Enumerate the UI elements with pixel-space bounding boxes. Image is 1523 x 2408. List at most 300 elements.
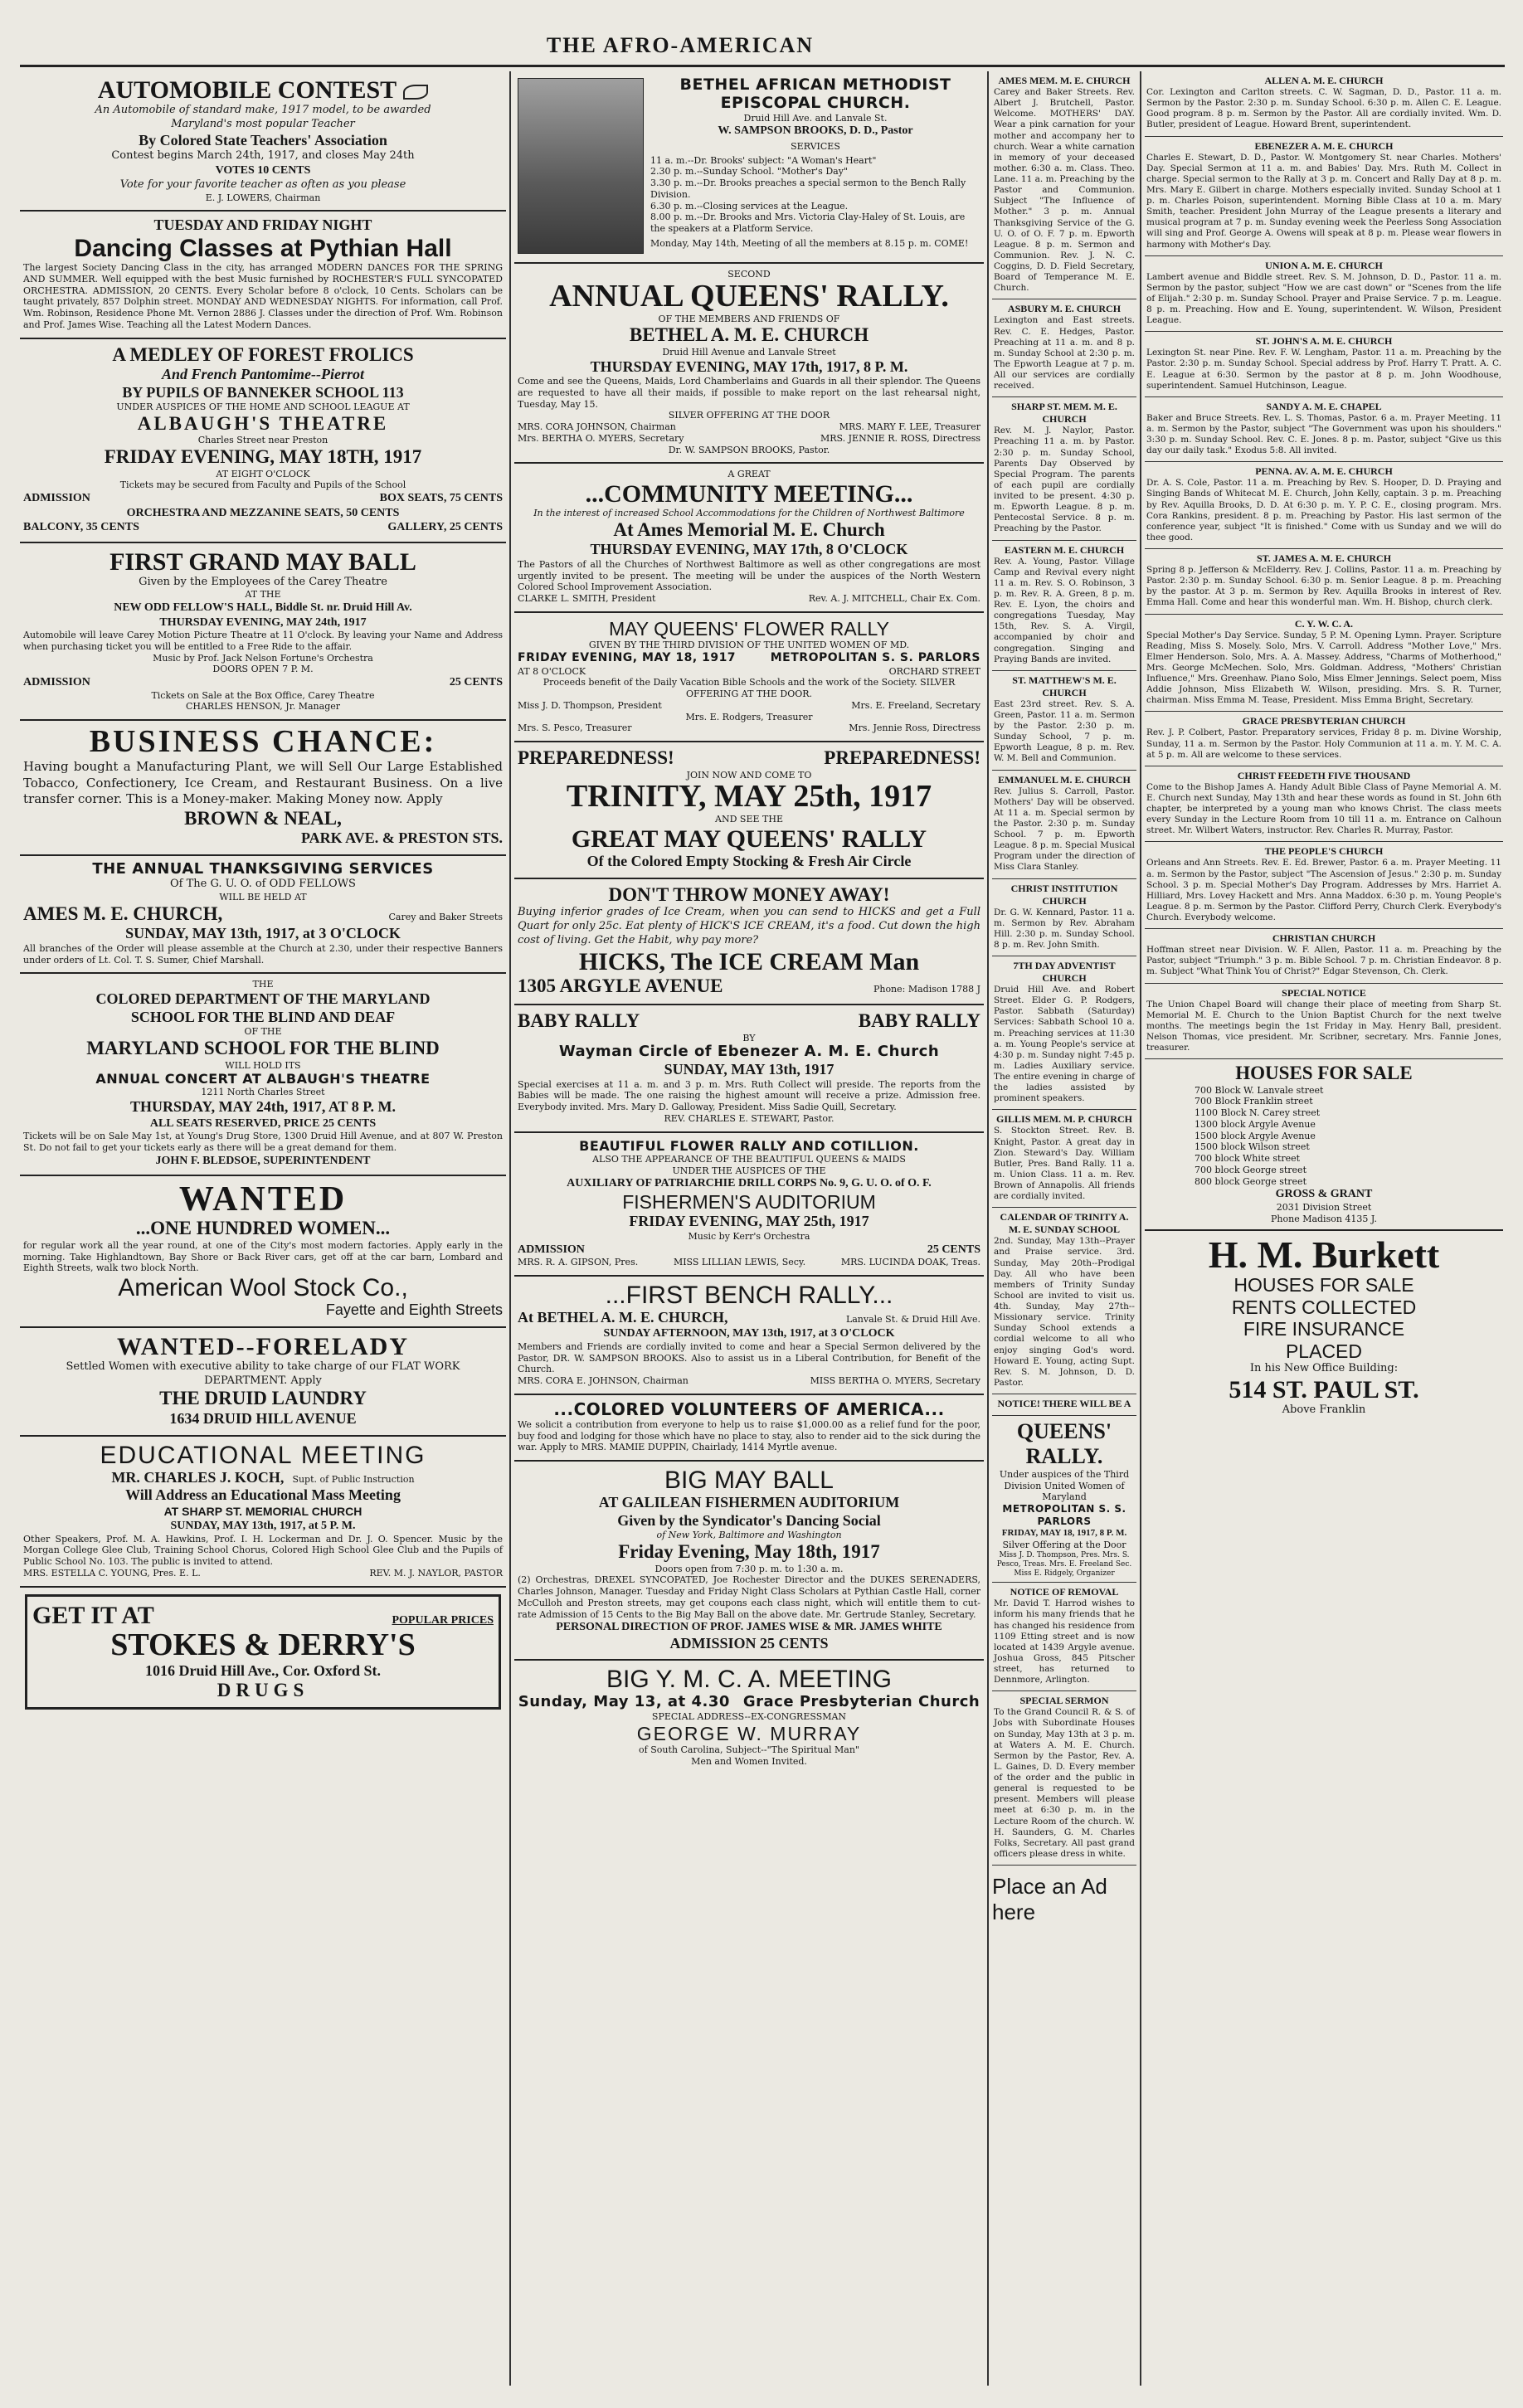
bethel-service: 8.00 p. m.--Dr. Brooks and Mrs. Victoria Clay-Haley of St. Louis, are the speakers at a Platform Service. xyxy=(650,212,966,235)
burkett-line: In his New Office Building: xyxy=(1249,1362,1399,1375)
bethel-service: Monday, May 14th, Meeting of all the members at 8.15 p. m. COME! xyxy=(650,237,969,249)
church-notice xyxy=(1145,462,1503,549)
column-rule xyxy=(1140,71,1141,2386)
houses-for-sale-ad xyxy=(1145,1059,1503,1231)
ball-music: Music by Prof. Jack Nelson Fortune's Orchestra xyxy=(153,652,373,664)
church-notice xyxy=(1145,929,1503,983)
church-notice-body: Dr. A. S. Cole, Pastor. 11 a. m. Preaching by Rev. S. Hooper, D. D. Praying and Singing Bands of Whitecat M. E. Church, John Kelly, captain. 3 p. m. Preaching by Rev. Aquilla Brooks, D. D. At 6:30 p. m. Y. P. C. E., closing program. Mrs. Cora Rankins, president. 8 p. m. Preaching by Pastor. His last sermon of the conference year, subject "It is finished." Come with us Sunday and we will do thee good. xyxy=(1146,478,1501,542)
blind-seats: ALL SEATS RESERVED, PRICE 25 CENTS xyxy=(149,1116,377,1130)
church-notice xyxy=(1145,984,1503,1060)
community-at: At Ames Memorial M. E. Church xyxy=(613,518,885,540)
place-ad-here[interactable]: Place an Ad here xyxy=(992,1874,1107,1925)
ymca-meeting-ad xyxy=(514,1661,984,1773)
masthead: THE AFRO-AMERICAN xyxy=(546,33,815,57)
church-photo xyxy=(518,78,644,254)
church-notice xyxy=(992,771,1136,879)
business-firm: BROWN & NEAL, xyxy=(184,807,342,829)
bench-body: Members and Friends are cordially invited to come and hear a Special Sermon delivered by the Pastor, DR. W. SAMPSON BROOKS. Also to assist us in a Liberal Contribution, for Benefit of the Church. xyxy=(518,1340,980,1375)
house-listing: 1100 Block N. Carey street xyxy=(1195,1107,1321,1119)
church-notice-title: GRACE PRESBYTERIAN CHURCH xyxy=(1242,715,1406,727)
col3-metro: METROPOLITAN S. S. PARLORS xyxy=(1002,1503,1126,1528)
cotillion-name: MISS LILLIAN LEWIS, Secy. xyxy=(673,1257,806,1268)
church-notice-title: EASTERN M. E. CHURCH xyxy=(1004,543,1125,556)
church-notice-title: CHRISTIAN CHURCH xyxy=(1272,932,1376,945)
frolics-gall: GALLERY, 25 CENTS xyxy=(387,521,503,533)
houses-gross-addr: 2031 Division Street xyxy=(1276,1201,1372,1213)
ball-hall: NEW ODD FELLOW'S HALL, Biddle St. nr. Druid Hill Av. xyxy=(114,601,412,615)
removal-body: Mr. David T. Harrod wishes to inform his many friends that he has changed his residence from 1109 Etting street and is now located at 1439 Argyle avenue. Joshua Gross, 845 Pitscher street, has returned to Dennmore, Arlington. xyxy=(994,1598,1135,1686)
automobile-contest-ad xyxy=(20,71,506,212)
auto-line: Maryland's most popular Teacher xyxy=(171,117,355,130)
church-notice xyxy=(1145,842,1503,929)
bench-left: MRS. CORA E. JOHNSON, Chairman xyxy=(518,1375,689,1387)
blind-the: THE xyxy=(252,979,274,990)
cotillion-also: ALSO THE APPEARANCE OF THE BEAUTIFUL QUEENS & MAIDS xyxy=(592,1153,906,1165)
column-3 xyxy=(992,71,1136,2394)
edu-line: Will Address an Educational Mass Meeting xyxy=(125,1486,401,1504)
flower-place: METROPOLITAN S. S. PARLORS xyxy=(770,651,980,665)
queens-second: SECOND xyxy=(727,269,771,280)
volunteers-body: We solicit a contribution from everyone to help us to raise $1,000.00 as a relief fund for the poor, buy food and lodging for those which have no place to stay, also to render aid to the sick during the war. Apply to MRS. MAMIE DUPPIN, Chairlady, 1414 Myrtle avenue. xyxy=(518,1418,980,1453)
church-notice-title: ALLEN A. M. E. CHURCH xyxy=(1264,75,1384,86)
forelady-ad xyxy=(20,1328,506,1437)
edu-left: MRS. ESTELLA C. YOUNG, Pres. E. L. xyxy=(23,1567,201,1579)
top-rule xyxy=(20,65,1505,67)
cotillion-music: Music by Kerr's Orchestra xyxy=(688,1230,810,1242)
edu-line: AT SHARP ST. MEMORIAL CHURCH xyxy=(163,1504,363,1518)
baby-left: BABY RALLY xyxy=(518,1010,640,1032)
frolics-adm: ADMISSION xyxy=(23,492,90,504)
ymca-date: Sunday, May 13, at 4.30 xyxy=(518,1693,730,1711)
bench-at: At BETHEL A. M. E. CHURCH, xyxy=(518,1308,728,1326)
flower-rally-ad xyxy=(514,613,984,742)
church-notice-title: SANDY A. M. E. CHAPEL xyxy=(1266,400,1382,412)
bethel-church-ad xyxy=(514,71,984,264)
church-notice-body: Lexington St. near Pine. Rev. F. W. Lengham, Pastor. 11 a. m. Preaching by the Pastor. 2:30 p. m. Sunday School. Special address by Prof. Harry T. Pratt. A. C. E. League at 6:30. Sermon by the pastor at 8 p. m. John Woodhouse, superintendent. Samuel Hutchinson, League. xyxy=(1146,348,1501,391)
flower-name: Mrs. Jennie Ross, Directress xyxy=(849,722,980,734)
thanks-church: AMES M. E. CHURCH, xyxy=(23,902,223,924)
church-notice-body: Dr. G. W. Kennard, Pastor. 11 a. m. Sermon by Rev. Abraham Hill. 2:30 p. m. Sunday School. 8 p. m. Rev. John Smith. xyxy=(994,907,1135,950)
church-notice-body: East 23rd street. Rev. S. A. Green, Pastor. 11 a. m. Sermon by the Pastor. 2:30 p. m. Sunday School, 7 p. m. Epworth League, 8 p. m. Rev. W. M. Bell and Communion. xyxy=(994,698,1135,764)
col3-metro-date: FRIDAY, MAY 18, 1917, 8 P. M. xyxy=(1001,1528,1127,1539)
church-notice-title: AMES MEM. M. E. CHURCH xyxy=(998,75,1131,86)
flower-time: AT 8 O'CLOCK xyxy=(518,665,586,677)
cotillion-place: FISHERMEN'S AUDITORIUM xyxy=(622,1190,876,1213)
baby-rally-ad xyxy=(514,1005,984,1132)
blind-concert: ANNUAL CONCERT AT ALBAUGH'S THEATRE xyxy=(95,1071,431,1087)
cotillion-price: 25 CENTS xyxy=(927,1243,980,1256)
bigball-personal: PERSONAL DIRECTION OF PROF. JAMES WISE & MR. JAMES WHITE xyxy=(556,1621,942,1634)
ball-at: AT THE xyxy=(245,589,281,601)
bigball-given: Given by the Syndicator's Dancing Social xyxy=(617,1511,881,1529)
church-notice xyxy=(1145,332,1503,397)
church-notice-title: ST. JAMES A. M. E. CHURCH xyxy=(1256,552,1392,564)
wanted-firm: American Wool Stock Co., xyxy=(118,1274,408,1302)
house-listing: 1500 block Argyle Avenue xyxy=(1195,1130,1316,1141)
flower-place2: ORCHARD STREET xyxy=(888,665,980,677)
bigball-body: (2) Orchestras, DREXEL SYNCOPATED, Joe Rochester Director and the DUKES SERENADERS, Charles Johnson, Manager. Tuesday and Friday Night Class Scholars at Pythian Castle Hall, corner McCulloh and Preston streets, may get coupons each class night, which will entitle them to cut-rate Admission of 15 Cents to the Big May Ball on the above date. Mr. Gertrude Stanley, Secretary. xyxy=(518,1574,980,1620)
edu-title: EDUCATIONAL MEETING xyxy=(100,1441,426,1469)
thanksgiving-ad xyxy=(20,856,506,975)
volunteers-title: ...COLORED VOLUNTEERS OF AMERICA... xyxy=(553,1399,945,1419)
column-2 xyxy=(514,71,984,2394)
church-notice-body: Come to the Bishop James A. Handy Adult Bible Class of Payne Memorial A. M. E. Church next Sunday, May 13th and hear these words as found in St. John 6th chapter, be interpreted by a young man who knows Christ. The class meets every Sunday in the Lecture Room from 10 till 11 a. m. Entrance on Calhoun street. Mr. Wilbert Waters, instructor. Rev. Charles R. Murray, Pastor. xyxy=(1146,781,1501,836)
church-notice-title: THE PEOPLE'S CHURCH xyxy=(1264,845,1384,858)
church-notice xyxy=(992,1208,1136,1394)
flower-name: Miss J. D. Thompson, President xyxy=(518,699,662,711)
ymca-of: of South Carolina, Subject--"The Spiritual Man" xyxy=(639,1744,859,1756)
burkett-line: HOUSES FOR SALE xyxy=(1233,1274,1414,1296)
dancing-classes-ad xyxy=(20,212,506,338)
forest-frolics-ad xyxy=(20,339,506,543)
thanks-body: All branches of the Order will please assemble at the Church at 2.30, under their respective Banners under orders of Lt. Col. T. S. Sumer, Chief Marshall. xyxy=(23,942,503,966)
house-listing: 700 Block Franklin street xyxy=(1195,1096,1313,1107)
queens-title: ANNUAL QUEENS' RALLY. xyxy=(549,278,949,314)
removal-notice xyxy=(992,1583,1136,1691)
col3-metro-silver: Silver Offering at the Door xyxy=(1002,1539,1126,1550)
church-notice-body: Cor. Lexington and Carlton streets. C. W. Sagman, D. D., Pastor. 11 a. m. Sermon by the Pastor. 2:30 p. m. Sunday School. 6:30 p. m. Allen C. E. League. Good program. 8 p. m. Sermon by the Pastor. All are cordially invited. Wm. D. Butler, president of League. Howard Brent, superintendent. xyxy=(1146,87,1501,130)
church-notice xyxy=(1145,615,1503,713)
church-notice-body: Orleans and Ann Streets. Rev. E. Ed. Brewer, Pastor. 6 a. m. Prayer Meeting. 11 a. m. Sermon by the Pastor, subject "The Ascension of Jesus." 2:30 p. m. Sunday School. 3 p. m. Special Mother's Day Program. Addresses by Mrs. Harriet A. Hilliard, Mrs. Lovey Hackett and Mrs. Anna Maddox. 6:30 p. m. Young People's League. 8 p. m. Sermon by the Pastor. Clifford Perry, Church Clerk. Everybody's Church. Everybody welcome. xyxy=(1146,858,1501,922)
edu-date: SUNDAY, MAY 13th, 1917, at 5 P. M. xyxy=(170,1520,356,1533)
sermon-title: SPECIAL SERMON xyxy=(1019,1695,1109,1707)
church-notice-body: Hoffman street near Division. W. F. Allen, Pastor. 11 a. m. Preaching by the Pastor, subject "Triumph." 3 p. m. Bible School. 7 p. m. Christian Endeavor. 8 p. m. Subject "What Think You of Christ?" Edgar Stevenson, Ch. Clerk. xyxy=(1146,945,1501,977)
trinity-of: Of the Colored Empty Stocking & Fresh Air Circle xyxy=(586,852,912,869)
big-may-ball-ad xyxy=(514,1462,984,1661)
cotillion-date: FRIDAY EVENING, MAY 25th, 1917 xyxy=(629,1213,869,1230)
community-title: ...COMMUNITY MEETING... xyxy=(585,480,913,508)
houses-title: HOUSES FOR SALE xyxy=(1235,1063,1413,1084)
queens-rally-notice xyxy=(992,1416,1136,1583)
ymca-special: SPECIAL ADDRESS--EX-CONGRESSMAN xyxy=(651,1710,847,1722)
church-notice-title: PENNA. AV. A. M. E. CHURCH xyxy=(1255,465,1393,478)
community-interest: In the interest of increased School Accommodations for the Children of Northwest Baltimore xyxy=(533,508,965,519)
queens-body: Come and see the Queens, Maids, Lord Chamberlains and Guards in all their splendor. The Queens are requested to have all their maids, if possible to make report on the last rehearsal night, Tuesday, May 15. xyxy=(518,376,980,410)
church-notice-title: NOTICE! THERE WILL BE A xyxy=(997,1398,1131,1409)
frolics-orch: ORCHESTRA AND MEZZANINE SEATS, 50 CENTS xyxy=(126,506,400,519)
business-title: BUSINESS CHANCE: xyxy=(89,724,437,760)
church-notice xyxy=(992,1110,1136,1208)
bench-rally-ad xyxy=(514,1277,984,1395)
hicks-name: HICKS, The ICE CREAM Man xyxy=(578,947,920,975)
frolics-sub: And French Pantomime--Pierrot xyxy=(161,365,364,382)
auto-title: AUTOMOBILE CONTEST xyxy=(97,76,397,104)
church-notice xyxy=(1145,766,1503,843)
auto-assoc: By Colored State Teachers' Association xyxy=(139,131,387,148)
church-notice-body: The Union Chapel Board will change their place of meeting from Sharp St. Memorial M. E. Church to the Union Baptist Church for the next twelve months. The meetings begin the 1st Friday in May. Henry Ball, president. Nelson Thomas, vice president. Mr. Scribner, secretary. Mrs. Fannie Jones, treasurer. xyxy=(1146,999,1501,1053)
wanted-sub: ...ONE HUNDRED WOMEN... xyxy=(135,1218,391,1239)
church-notice-title: CHRIST FEEDETH FIVE THOUSAND xyxy=(1237,769,1411,781)
burkett-name: H. M. Burkett xyxy=(1208,1233,1440,1277)
church-notice xyxy=(992,671,1136,771)
church-notice xyxy=(992,1394,1136,1416)
baby-right: BABY RALLY xyxy=(858,1010,980,1032)
bigball-date: Friday Evening, May 18th, 1917 xyxy=(618,1541,880,1563)
bethel-service: 11 a. m.--Dr. Brooks' subject: "A Woman's Heart" xyxy=(650,154,877,166)
school-for-blind-ad xyxy=(20,974,506,1176)
ymca-name: GEORGE W. MURRAY xyxy=(636,1722,862,1744)
church-notice-title: 7TH DAY ADVENTIST CHURCH xyxy=(1013,960,1116,984)
stokes-name: STOKES & DERRY'S xyxy=(110,1627,416,1662)
flower-name: Mrs. E. Rodgers, Treasurer xyxy=(685,711,813,722)
bethel-service: 2.30 p. m.--Sunday School. "Mother's Day" xyxy=(650,166,848,178)
church-notice-title: EMMANUEL M. E. CHURCH xyxy=(998,773,1131,786)
hicks-title: DON'T THROW MONEY AWAY! xyxy=(608,883,890,905)
ball-title: FIRST GRAND MAY BALL xyxy=(109,547,416,576)
bigball-adm: ADMISSION 25 CENTS xyxy=(669,1634,829,1652)
blind-will: WILL HOLD ITS xyxy=(225,1059,301,1071)
burkett-line: RENTS COLLECTED xyxy=(1231,1296,1417,1318)
frolics-title: A MEDLEY OF FOREST FROLICS xyxy=(112,343,414,365)
church-notice-body: Lambert avenue and Biddle street. Rev. S. M. Johnson, D. D., Pastor. 11 a. m. Sermon by the pastor, subject "How we are cast down" or "Scenes from the life of Elijah." 2:30 p. m. Sunday School. Prayer and Praise Service. 7 p. m. League. 8 p. m. Preaching. How and E. Young, superintendent. W. Wilson, President League. xyxy=(1146,271,1501,326)
auto-dates: Contest begins March 24th, 1917, and closes May 24th xyxy=(111,149,415,163)
houses-gross: GROSS & GRANT xyxy=(1275,1188,1373,1201)
bethel-services: SERVICES xyxy=(791,140,840,152)
house-listing: 1500 block Wilson street xyxy=(1195,1141,1310,1153)
community-date: THURSDAY EVENING, MAY 17th, 8 O'CLOCK xyxy=(590,541,908,558)
bethel-addr: Druid Hill Ave. and Lanvale St. xyxy=(743,112,888,124)
church-notice-body: Carey and Baker Streets. Rev. Albert J. Brutchell, Pastor. Welcome. MOTHERS' DAY. Wear a pink carnation for your mother and accompany her to church. Wear a white carnation in memory of your deceased mother. 6:30 a. m. Class. Theo. Lane. 11 a. m. Preaching by the Pastor and Communion. Subject "The Influence of Mother." 3 p. m. Annual Thanksgiving Service of the G. U. O. of O. F. 7 p. m. Epworth League. 8 p. m. Sermon and Communion. Rev. J. N. C. Coggins, D. D. Field Secretary, Board of Temperance M. E. Church. xyxy=(994,87,1135,294)
ymca-place: Grace Presbyterian Church xyxy=(742,1693,980,1711)
bethel-service: 6.30 p. m.--Closing services at the League. xyxy=(650,200,849,212)
trinity-rally-ad xyxy=(514,742,984,878)
col3-metro-names: Miss J. D. Thompson, Pres. Mrs. S. Pesco, Treas. Mrs. E. Freeland Sec. Miss E. Ridgely, Organizer xyxy=(996,1550,1132,1579)
flower-name: Mrs. S. Pesco, Treasurer xyxy=(518,722,632,734)
church-notice-title: UNION A. M. E. CHURCH xyxy=(1265,259,1383,271)
bigball-at: AT GALILEAN FISHERMEN AUDITORIUM xyxy=(598,1494,900,1511)
queens-name: MRS. MARY F. LEE, Treasurer xyxy=(839,421,980,433)
ymca-invited: Men and Women Invited. xyxy=(691,1755,807,1767)
church-notice xyxy=(1145,397,1503,463)
house-listing: 700 Block W. Lanvale street xyxy=(1195,1084,1324,1096)
house-listing: 700 block White street xyxy=(1195,1153,1301,1165)
community-great: A GREAT xyxy=(727,469,771,480)
stokes-drugs: DRUGS xyxy=(217,1680,309,1701)
auto-chair: E. J. LOWERS, Chairman xyxy=(205,192,321,203)
queens-date: THURSDAY EVENING, MAY 17th, 1917, 8 P. M. xyxy=(590,358,908,375)
forelady-firm: THE DRUID LAUNDRY xyxy=(159,1388,367,1409)
frolics-by: BY PUPILS OF BANNEKER SCHOOL 113 xyxy=(122,383,404,401)
church-notice-body: Baker and Bruce Streets. Rev. L. S. Thomas, Pastor. 6 a. m. Prayer Meeting. 11 a. m. Sermon by the Pastor, subject "The Government was upon his shoulders." 3:30 p. m. Sunday School. Rev. C. E. Jones. 8 p. m. Pastor, subject "Give us this day our daily task." Exodus 5:8. All invited. xyxy=(1146,412,1501,456)
community-meeting-ad xyxy=(514,464,984,613)
thanks-held: WILL BE HELD AT xyxy=(219,892,307,903)
trinity-rally: GREAT MAY QUEENS' RALLY xyxy=(571,825,927,853)
wanted-title: WANTED xyxy=(178,1180,348,1219)
trinity-see: AND SEE THE xyxy=(715,814,783,825)
cotillion-under: UNDER THE AUSPICES OF THE xyxy=(672,1165,826,1176)
houses-list xyxy=(1145,1085,1503,1188)
church-notice-title: SHARP ST. MEM. M. E. CHURCH xyxy=(1011,401,1117,426)
baby-circle: Wayman Circle of Ebenezer A. M. E. Church xyxy=(558,1043,940,1061)
baby-pastor: REV. CHARLES E. STEWART, Pastor. xyxy=(664,1112,834,1124)
church-notice-title: ST. MATTHEW'S M. E. CHURCH xyxy=(1012,674,1117,698)
cotillion-aux: AUXILIARY OF PATRIARCHIE DRILL CORPS No. 9, G. U. O. of O. F. xyxy=(567,1177,932,1190)
stokes-derry-ad xyxy=(25,1594,501,1710)
col3-queens: QUEENS' RALLY. xyxy=(1016,1419,1112,1468)
community-body: The Pastors of all the Churches of Northwest Baltimore as well as other congregations are most urgently invited to be present. The meeting will be under the auspices of the North Western Colored School Improvement Association. xyxy=(518,558,980,593)
flower-title: MAY QUEENS' FLOWER RALLY xyxy=(609,617,889,640)
church-notice-body: 2nd. Sunday, May 13th--Prayer and Praise service. 3rd. Sunday, May 20th--Prodigal Day. All who have been members of Trinity Sunday School are invited to visit us. 4th. Sunday, May 27th--Missionary service. Trinity Sunday School extends a cordial welcome to all who enjoy singing God's word. Howard E. Young, acting Supt. Rev. S. M. Johnson, D. D. Pastor. xyxy=(994,1236,1135,1388)
ball-price: 25 CENTS xyxy=(449,676,503,689)
ball-adm: ADMISSION xyxy=(23,676,90,689)
cotillion-title: BEAUTIFUL FLOWER RALLY AND COTILLION. xyxy=(579,1137,919,1154)
cotillion-name: MRS. R. A. GIPSON, Pres. xyxy=(518,1257,639,1268)
column-rule xyxy=(987,71,989,2386)
church-notice-title: ST. JOHN'S A. M. E. CHURCH xyxy=(1255,335,1393,348)
blind-line: SCHOOL FOR THE BLIND AND DEAF xyxy=(130,1008,396,1025)
church-notice-title: EBENEZER A. M. E. CHURCH xyxy=(1254,139,1394,152)
house-listing: 1300 block Argyle Avenue xyxy=(1195,1118,1316,1130)
auto-line: An Automobile of standard make, 1917 model, to be awarded xyxy=(95,104,431,116)
frolics-tickets: Tickets may be secured from Faculty and Pupils of the School xyxy=(119,479,406,491)
church-notice-title: ASBURY M. E. CHURCH xyxy=(1007,303,1122,315)
business-addr: PARK AVE. & PRESTON STS. xyxy=(300,829,503,846)
burkett-line: FIRE INSURANCE xyxy=(1243,1318,1405,1340)
auto-votes: VOTES 10 CENTS xyxy=(215,164,311,178)
church-notice-body: Rev. M. J. Naylor, Pastor. Preaching 11 a. m. by Pastor. 2:30 p. m. Sunday School, Parents Day Observed by Special Program. The parents of each pupil are cordially invited to be present. 4:30 p. m. Epworth League. 8 p. m. Pentecostal Service. 8 p. m. Preaching by the Pastor. xyxy=(994,426,1135,534)
thanks-title: THE ANNUAL THANKSGIVING SERVICES xyxy=(92,859,434,878)
flower-name: Mrs. E. Freeland, Secretary xyxy=(851,699,980,711)
blind-addr: 1211 North Charles Street xyxy=(201,1087,325,1098)
edu-right: REV. M. J. NAYLOR, PASTOR xyxy=(369,1567,503,1579)
removal-title: NOTICE OF REMOVAL xyxy=(1010,1586,1119,1598)
bethel-service: 3.30 p. m.--Dr. Brooks preaches a special sermon to the Bench Rally Division. xyxy=(650,178,966,200)
auto-line: Vote for your favorite teacher as often as you please xyxy=(119,178,406,191)
church-notice xyxy=(992,541,1136,671)
bench-title: ...FIRST BENCH RALLY... xyxy=(605,1281,893,1309)
church-notice xyxy=(1145,256,1503,333)
special-sermon-notice xyxy=(992,1691,1136,1866)
bigball-doors: Doors open from 7:30 p. m. to 1:30 a. m. xyxy=(654,1563,844,1574)
edu-body: Other Speakers, Prof. M. A. Hawkins, Prof. I. H. Lockerman and Dr. J. O. Spencer. Music by the Morgan College Glee Club, Training School Chorus, Colored High School Glee Club and the Pupils of Public School No. 103. The public is invited to attend. xyxy=(23,1533,503,1568)
church-notice xyxy=(992,299,1136,397)
ball-date: THURSDAY EVENING, MAY 24th, 1917 xyxy=(159,615,367,629)
column-rule xyxy=(509,71,511,2386)
colored-volunteers-ad xyxy=(514,1395,984,1462)
frolics-date: FRIDAY EVENING, MAY 18TH, 1917 xyxy=(104,446,422,468)
baby-by: BY xyxy=(742,1032,756,1043)
bethel-title: BETHEL AFRICAN METHODIST EPISCOPAL CHURCH. xyxy=(679,75,951,112)
queens-rally-ad xyxy=(514,264,984,464)
houses-gross-phone: Phone Madison 4135 J. xyxy=(1271,1213,1377,1224)
wanted-body: for regular work all the year round, at one of the City's most modern factories. Apply early in the morning. Take Highlandtown, Bay Shore or Back River cars, get off at the car barn, Lombard and Eighth Streets, walk two block North. xyxy=(23,1239,503,1274)
burkett-ad xyxy=(1145,1231,1503,1423)
thanks-of: Of The G. U. O. of ODD FELLOWS xyxy=(170,878,356,891)
blind-date: THURSDAY, MAY 24th, 1917, AT 8 P. M. xyxy=(129,1098,397,1116)
frolics-street: Charles Street near Preston xyxy=(197,435,328,446)
dance-title: Dancing Classes at Pythian Hall xyxy=(74,235,452,262)
church-notice-body: Rev. Julius S. Carroll, Pastor. Mothers' Day will be observed. At 11 a. m. Special sermon by the Pastor. 2:30 p. m. Sunday School. 7 p. m. Epworth League. 8 p. m. Special Musical Program under the direction of Miss Clara Stanley. xyxy=(994,786,1135,873)
church-notice xyxy=(992,71,1136,299)
church-notice-body: S. Stockton Street. Rev. B. Knight, Pastor. A great day in Zion. Steward's Day. William Butler, Pres. Band Rally. 11 a. m. Union Class. 11 a. m. Rev. Brown of Annapolis. All friends are cordially invited. xyxy=(994,1126,1135,1202)
trinity-title: TRINITY, MAY 25th, 1917 xyxy=(566,779,932,815)
stokes-addr: 1016 Druid Hill Ave., Cor. Oxford St. xyxy=(144,1661,381,1679)
bigball-title: BIG MAY BALL xyxy=(664,1467,834,1495)
church-notice-title: CALENDAR OF TRINITY A. M. E. SUNDAY SCHOOL xyxy=(1000,1211,1129,1236)
church-notice-body: Lexington and East streets. Rev. C. E. Hedges, Pastor. Preaching at 11 a. m. and 8 p. m. Sunday School at 2:30 p. m. The Epworth League at 7 p. m. All our services are cordially received. xyxy=(994,315,1135,392)
ball-body: Automobile will leave Carey Motion Picture Theatre at 11 O'clock. By leaving your Name and Address when purchasing ticket you will be entitled to a Free Ride to the affair. xyxy=(23,630,503,652)
frolics-balc: BALCONY, 35 CENTS xyxy=(23,521,139,533)
church-notices-list xyxy=(992,71,1136,1416)
church-notice-body: Charles E. Stewart, D. D., Pastor. W. Montgomery St. near Charles. Mothers' Day. Special Sermon at 11 a. m. and Babies' Day. Mrs. Ruth M. Collect in charge. Special sermon to the Rally at 3 p. m. Concert and Rally Day at 8 p. m. Mrs. Mary E. Gilbert in charge. Mothers especially invited. Sunday School at 1 p. m. Charles Poison, superintendent. Morning Bible Class at 10 a. m. Mary Smith, teacher. President John Murray of the League presents a literary and musical program at 7 p. m. Sunday evening week the Peerless Song Association will sing and Prof. George A. Owens will speak at 8 p. m. Please wear flowers in harmony with Mother's Day. xyxy=(1146,152,1501,250)
frolics-time: AT EIGHT O'CLOCK xyxy=(216,468,310,479)
community-left: CLARKE L. SMITH, President xyxy=(518,593,656,605)
column-1 xyxy=(20,71,506,2394)
burkett-line: Above Franklin xyxy=(1282,1403,1366,1416)
church-notices-list xyxy=(1145,71,1503,1059)
bench-date: SUNDAY AFTERNOON, MAY 13th, 1917, at 3 O'CLOCK xyxy=(603,1327,895,1340)
church-notice-title: GILLIS MEM. M. P. CHURCH xyxy=(996,1113,1132,1126)
flower-date: FRIDAY EVENING, MAY 18, 1917 xyxy=(518,651,737,665)
trinity-prep: PREPAREDNESS! xyxy=(824,747,980,769)
burkett-line: PLACED xyxy=(1285,1340,1363,1362)
blind-supt: JOHN F. BLEDSOE, SUPERINTENDENT xyxy=(155,1154,371,1167)
ball-mgr: CHARLES HENSON, Jr. Manager xyxy=(185,701,341,713)
forelady-body: Settled Women with executive ability to take charge of our FLAT WORK DEPARTMENT. Apply xyxy=(66,1360,460,1387)
bench-addr: Lanvale St. & Druid Hill Ave. xyxy=(845,1313,980,1325)
baby-date: SUNDAY, MAY 13th, 1917 xyxy=(664,1060,834,1078)
church-notice xyxy=(1145,137,1503,256)
queens-addr: Druid Hill Avenue and Lanvale Street xyxy=(662,346,836,358)
thanks-church-addr: Carey and Baker Streets xyxy=(388,911,503,922)
church-notice-body: Rev. A. Young, Pastor. Village Camp and Revival every night 11 a. m. Rev. S. O. Robinson, 3 p. m. Rev. R. A. Green, 8 p. m. Rev. E. Lyon, the choirs and congregations Tuesday, May 15th, Rev. S. A. Virgil, accompanied by choir and congregation. Singing and Praying Bands are invited. xyxy=(994,556,1135,664)
frolics-theatre: ALBAUGH'S THEATRE xyxy=(137,412,389,434)
queens-of: OF THE MEMBERS AND FRIENDS OF xyxy=(658,313,840,324)
hicks-phone: Phone: Madison 1788 J xyxy=(873,983,980,995)
blind-line: COLORED DEPARTMENT OF THE MARYLAND xyxy=(95,990,431,1008)
flower-body: Proceeds benefit of the Daily Vacation Bible Schools and the work of the Society. SILVER OFFERING AT THE DOOR. xyxy=(543,677,956,700)
community-right: Rev. A. J. MITCHELL, Chair Ex. Com. xyxy=(808,593,980,605)
church-notice-title: C. Y. W. C. A. xyxy=(1294,617,1354,630)
frolics-aus: UNDER AUSPICES OF THE HOME AND SCHOOL LEAGUE AT xyxy=(116,401,410,413)
forelady-addr: 1634 DRUID HILL AVENUE xyxy=(169,1409,357,1427)
church-notice xyxy=(1145,712,1503,766)
may-ball-ad xyxy=(20,543,506,722)
ball-doors: DOORS OPEN 7 P. M. xyxy=(212,664,314,675)
dance-body: The largest Society Dancing Class in the city, has arranged MODERN DANCES FOR THE SPRING AND SUMMER. Well equipped with the best Music furnished by ROCHESTER'S FULL SYNCOPATED ORCHESTRA. ADMISSION, 20 CENTS. Every Scholar before 8 o'clock, 10 Cents. Scholars can be taught privately, 857 Dolphin street. MONDAY AND WEDNESDAY NIGHTS. For information, call Prof. Wm. Robinson, Residence Phone Mt. Vernon 2886 J. Classes under the direction of Prof. Wm. Robinson and Prof. James Wise. Teaching all the Latest Modern Dances. xyxy=(23,262,503,330)
queens-silver: SILVER OFFERING AT THE DOOR xyxy=(668,410,830,421)
house-listing: 700 block George street xyxy=(1195,1164,1306,1175)
trinity-join: JOIN NOW AND COME TO xyxy=(686,769,812,781)
church-notice xyxy=(1145,71,1503,137)
stokes-prices: POPULAR PRICES xyxy=(392,1613,494,1627)
ymca-title: BIG Y. M. C. A. MEETING xyxy=(606,1666,892,1694)
educational-meeting-ad xyxy=(20,1437,506,1588)
wanted-addr: Fayette and Eighth Streets xyxy=(325,1301,503,1319)
bigball-of: of New York, Baltimore and Washington xyxy=(656,1530,842,1541)
bench-right: MISS BERTHA O. MYERS, Secretary xyxy=(810,1375,980,1387)
edu-name: MR. CHARLES J. KOCH, xyxy=(111,1468,285,1486)
flower-cotillion-ad xyxy=(514,1133,984,1277)
church-notice xyxy=(1145,549,1503,615)
church-notice xyxy=(992,397,1136,540)
church-notice xyxy=(992,879,1136,957)
baby-body: Special exercises at 11 a. m. and 3 p. m. Mrs. Ruth Collect will preside. The reports from the Babies will be made. The one raising the highest amount will receive a prize. Admission free. Everybody invited. Mrs. Mary D. Galloway, President. Miss Sadie Quill, Secretary. xyxy=(518,1078,980,1113)
cotillion-adm: ADMISSION xyxy=(518,1243,585,1256)
cotillion-name: MRS. LUCINDA DOAK, Treas. xyxy=(840,1257,980,1268)
stokes-getit: GET IT AT xyxy=(32,1601,154,1629)
blind-line: MARYLAND SCHOOL FOR THE BLIND xyxy=(86,1038,440,1059)
hicks-addr: 1305 ARGYLE AVENUE xyxy=(518,975,723,996)
queens-name: MRS. CORA JOHNSON, Chairman xyxy=(518,421,676,433)
wanted-women-ad xyxy=(20,1176,506,1327)
ball-given: Given by the Employees of the Carey Theatre xyxy=(139,575,387,588)
forelady-title: WANTED--FORELADY xyxy=(116,1332,409,1360)
thanks-date: SUNDAY, MAY 13th, 1917, at 3 O'CLOCK xyxy=(125,925,401,942)
house-listing: 800 block George street xyxy=(1195,1175,1306,1187)
ball-sale: Tickets on Sale at the Box Office, Carey Theatre xyxy=(151,689,375,701)
church-notice-title: SPECIAL NOTICE xyxy=(1282,986,1366,999)
